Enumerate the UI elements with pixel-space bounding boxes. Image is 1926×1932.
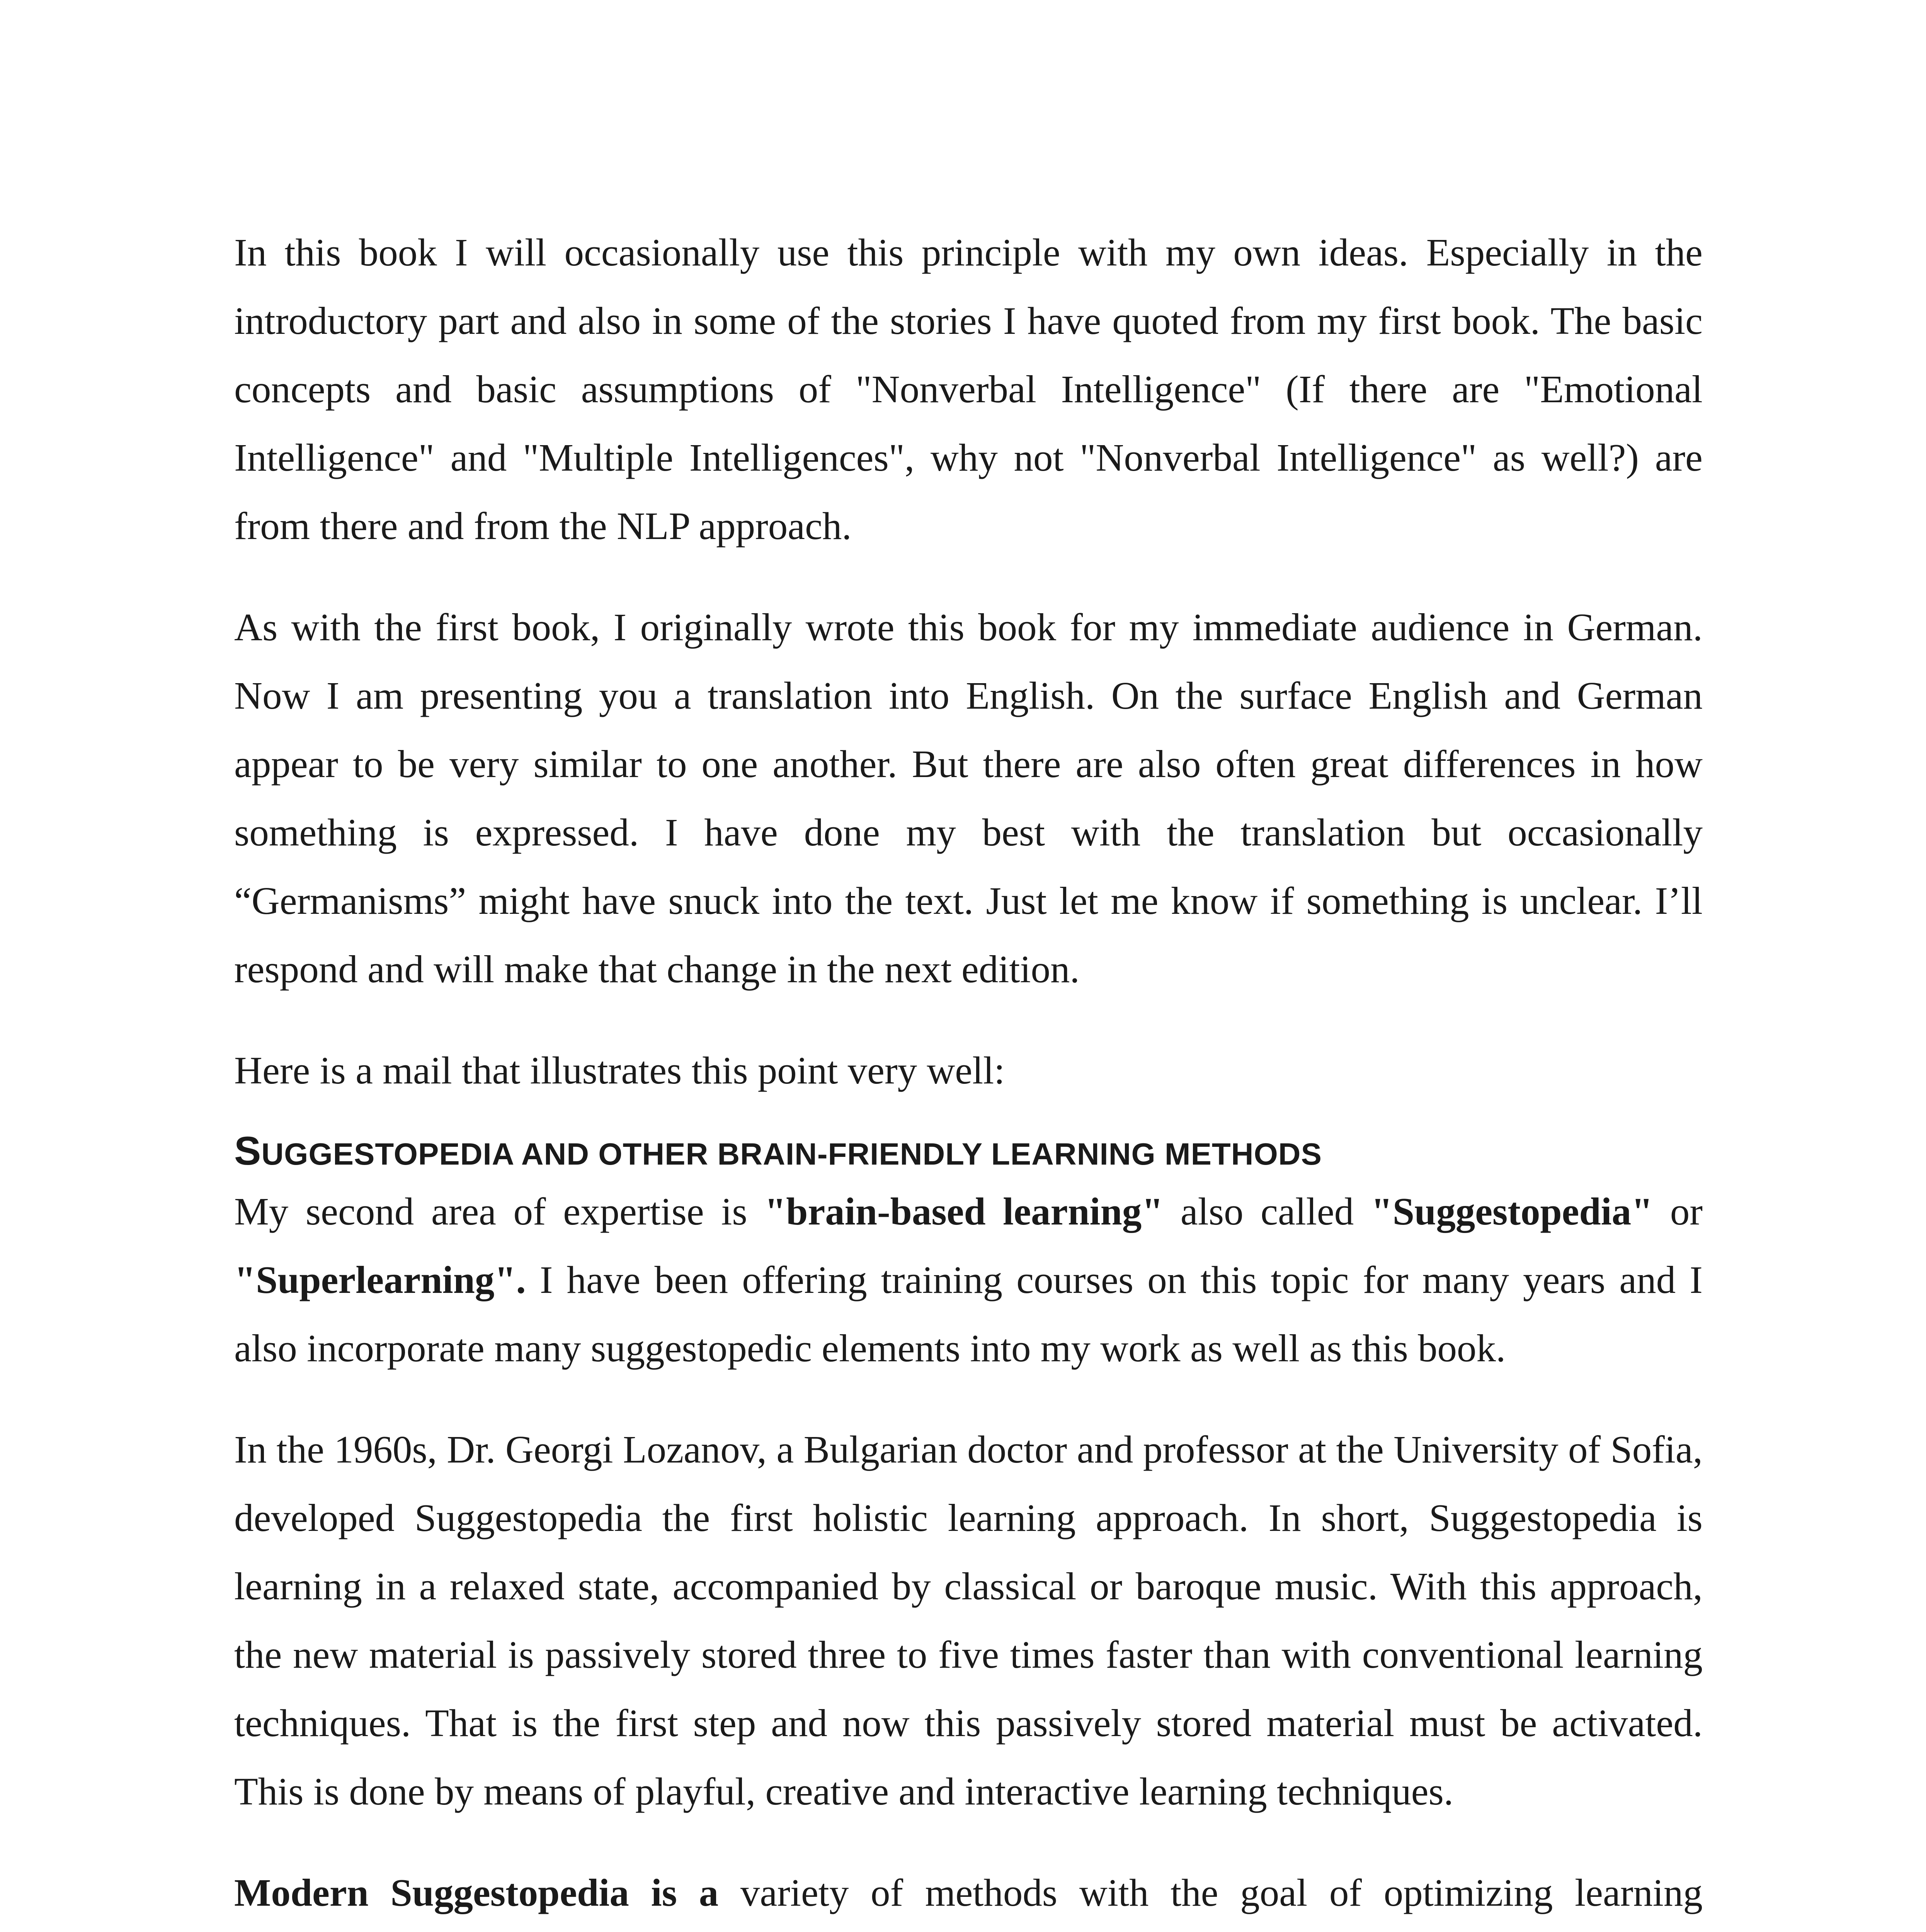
page-body (234, 218, 1703, 1932)
text-run: also called (1163, 1190, 1371, 1233)
bold-term-modern-suggestopedia: Modern Suggestopedia is a (234, 1871, 719, 1914)
paragraph-modern-suggestopedia (234, 1859, 1703, 1932)
section-heading-initial: S (234, 1129, 262, 1173)
paragraph-lozanov: In the 1960s, Dr. Georgi Lozanov, a Bulgarian doctor and professor at the University of Sofia, developed Suggestopedia the first holistic learning approach. In short, Suggestopedia is learning in a relaxed state, accompanied by classical or baroque music. With this approach, the new material is passively stored three to five times faster than with conventional learning techniques. That is the first step and now this passively stored material must be activated. This is done by means of playful, creative and interactive learning techniques. (234, 1428, 1703, 1813)
bold-term-brain-based-learning: "brain-based learning" (764, 1190, 1164, 1233)
paragraph-mail-intro: Here is a mail that illustrates this point very well: (234, 1049, 1005, 1092)
paragraph-translation: As with the first book, I originally wrote this book for my immediate audience in German. Now I am presenting you a translation into English. On the surface English and German appear to be very similar to one another. But there are also often great differences in how something is expressed. I have done my best with the translation but occasionally “Germanisms” might have snuck into the text. Just let me know if something is unclear. I’ll respond and will make that change in the next edition. (234, 605, 1703, 991)
text-run: variety of methods with the goal of optimizing learning (740, 1871, 1703, 1914)
text-run: I have been offering training courses on this topic for many years and I also incorporate many suggestopedic elements into my work as well as this book. (234, 1258, 1703, 1370)
paragraph-expertise (234, 1177, 1703, 1383)
bold-term-superlearning: "Superlearning". (234, 1258, 526, 1301)
section-heading-text: UGGESTOPEDIA AND OTHER BRAIN-FRIENDLY LEARNING METHODS (261, 1137, 1322, 1171)
text-run: or (1653, 1190, 1703, 1233)
section-heading (234, 1129, 1703, 1173)
paragraph-principle: In this book I will occasionally use this principle with my own ideas. Especially in the introductory part and also in some of the stories I have quoted from my first book. The basic concepts and basic assumptions of "Nonverbal Intelligence" (If there are "Emotional Intelligence" and "Multiple Intelligences", why not "Nonverbal Intelligence" as well?) are from there and from the NLP approach. (234, 231, 1703, 548)
bold-term-suggestopedia: "Suggestopedia" (1371, 1190, 1653, 1233)
text-run: My second area of expertise is (234, 1190, 765, 1233)
